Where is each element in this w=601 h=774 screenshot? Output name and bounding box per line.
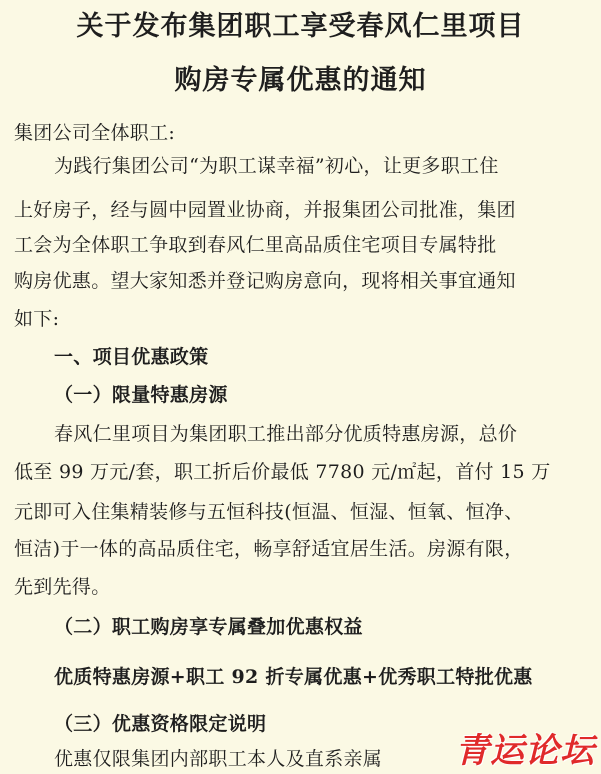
- intro-line: 工会为全体职工争取到春风仁里高品质住宅项目专属特批: [14, 234, 497, 256]
- forum-watermark: 青运论坛: [455, 731, 595, 771]
- intro-line: 如下:: [14, 308, 60, 330]
- intro-line: 为践行集团公司“为职工谋幸福”初心，让更多职工住: [54, 155, 499, 177]
- salutation: 集团公司全体职工:: [14, 122, 176, 144]
- subsection-heading-1: （一）限量特惠房源: [54, 384, 228, 406]
- sub1-body-line: 低至 99 万元/套，职工折后价最低 7780 元/㎡起，首付 15 万: [14, 461, 551, 483]
- section-heading-1: 一、项目优惠政策: [54, 346, 209, 368]
- sub3-body-partial: 优惠仅限集团内部职工本人及直系亲属: [54, 748, 383, 770]
- subsection-heading-3: （三）优惠资格限定说明: [54, 713, 267, 735]
- notice-title-line-2: 购房专属优惠的通知: [174, 65, 427, 96]
- sub2-body: 优质特惠房源+职工 92 折专属优惠+优秀职工特批优惠: [54, 666, 533, 688]
- sub1-body-line: 春风仁里项目为集团职工推出部分优质特惠房源，总价: [54, 423, 518, 445]
- subsection-heading-2: （二）职工购房享专属叠加优惠权益: [54, 616, 363, 638]
- sub1-body-line: 先到先得。: [14, 576, 111, 598]
- intro-line: 上好房子，经与圆中园置业协商，并报集团公司批准，集团: [14, 199, 516, 221]
- sub1-body-line: 元即可入住集精装修与五恒科技(恒温、恒湿、恒氧、恒净、: [14, 501, 524, 523]
- notice-title-line-1: 关于发布集团职工享受春风仁里项目: [76, 11, 525, 42]
- intro-line: 购房优惠。望大家知悉并登记购房意向，现将相关事宜通知: [14, 270, 516, 292]
- sub1-body-line: 恒洁)于一体的高品质住宅，畅享舒适宜居生活。房源有限，: [14, 538, 524, 560]
